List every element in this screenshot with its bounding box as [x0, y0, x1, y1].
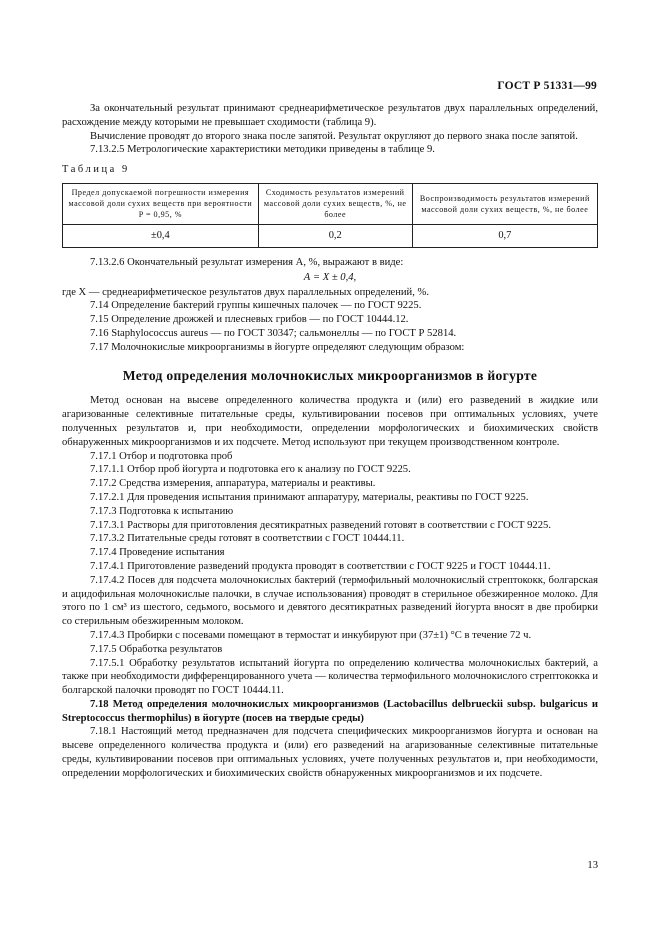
paragraph: 7.13.2.5 Метрологические характеристики методики приведены в таблице 9.: [90, 144, 435, 156]
table-header-cell: Воспроизводимость результатов измерений массовой доли сухих веществ, %, не более: [412, 183, 597, 224]
document-body: [62, 102, 598, 781]
paragraph: где X — среднеарифметическое результатов двух параллельных определений, %.: [62, 286, 429, 298]
list-item: 7.17.2.1 Для проведения испытания принимают аппаратуру, материалы, реактивы по ГОСТ 9225.: [90, 491, 529, 503]
table-header-cell: Сходимость результатов измерений массовой доли сухих веществ, %, не более: [258, 183, 412, 224]
list-item: 7.17.5 Обработка результатов: [90, 643, 223, 655]
list-item: 7.17.4.2 Посев для подсчета молочнокислых бактерий (термофильный молочнокислый стрептококк, болгарская и ацидофильная молочнокислые палочки, в случае использования) проводят в стерильное обезжиренное молоко. Для этого по 1 см³ из шестого, седьмого, восьмого и девятого десятикратных разведений йогурта вносят в две пробирки со стерильным обезжиренным молоком.: [62, 574, 598, 628]
list-item: 7.17.3.2 Питательные среды готовят в соответствии с ГОСТ 10444.11.: [90, 533, 405, 545]
list-item: 7.17.5.1 Обработку результатов испытаний йогурта по определению количества молочнокислых бактерий, а также при необходимости дифференцированного учета — количества термофильного молочнокислого стрептококка и болгарской палочки проводят по ГОСТ 10444.11.: [62, 657, 598, 697]
paragraph: За окончательный результат принимают среднеарифметическое результатов двух параллельных определений, расхождение между которыми не превышает сходимости (таблица 9).: [62, 103, 598, 128]
list-item: 7.17.4.3 Пробирки с посевами помещают в термостат и инкубируют при (37±1) °С в течение 72 ч.: [90, 629, 532, 641]
list-item: 7.17.3 Подготовка к испытанию: [90, 505, 234, 517]
table-cell: 0,7: [412, 224, 597, 247]
table-caption: Таблица 9: [62, 164, 130, 176]
formula: А = X ± 0,4,: [303, 271, 357, 283]
list-item: 7.16 Staphylococcus aureus — по ГОСТ 30347; сальмонеллы — по ГОСТ Р 52814.: [90, 327, 457, 339]
paragraph: Вычисление проводят до второго знака после запятой. Результат округляют до первого знака после запятой.: [90, 130, 578, 142]
list-item: 7.14 Определение бактерий группы кишечных палочек — по ГОСТ 9225.: [90, 300, 422, 312]
list-item: 7.17.4 Проведение испытания: [90, 547, 225, 559]
paragraph: 7.18.1 Настоящий метод предназначен для подсчета специфических микроорганизмов йогурта и основан на высеве определенного количества продукта и (или) его разведений на агаризованные селективные питательные среды, культивировании посевов при оптимальных условиях, учете полученных результатов и, при необходимости, определении морфологических и биохимических свойств обнаруженных микроорганизмов и их подсчете.: [62, 726, 598, 779]
list-item: 7.17.4.1 Приготовление разведений продукта проводят в соответствии с ГОСТ 9225 и ГОСТ 10444.11.: [90, 560, 551, 572]
table-header-row: [63, 183, 598, 224]
subsection-title: 7.18 Метод определения молочнокислых микроорганизмов (Lactobacillus delbrueckii subsp. bulgaricus и Streptococcus thermophilus) в йогурте (посев на твердые среды): [62, 698, 598, 724]
section-title: Метод определения молочнокислых микроорганизмов в йогурте: [122, 367, 538, 383]
list-item: 7.17.1 Отбор и подготовка проб: [90, 450, 233, 462]
page-number: 13: [587, 860, 598, 871]
list-item: 7.17.1.1 Отбор проб йогурта и подготовка его к анализу по ГОСТ 9225.: [90, 464, 411, 476]
table-9: [62, 183, 598, 248]
table-header-cell: Предел допускаемой погрешности измерения массовой доли сухих веществ при вероятности P = 0,95, %: [63, 183, 259, 224]
document-header: ГОСТ Р 51331—99: [497, 80, 597, 92]
list-item: 7.17 Молочнокислые микроорганизмы в йогурте определяют следующим образом:: [90, 341, 465, 353]
table-cell: 0,2: [258, 224, 412, 247]
table-row: [63, 224, 598, 247]
list-item: 7.17.3.1 Растворы для приготовления десятикратных разведений готовят в соответствии с ГОСТ 9225.: [90, 519, 551, 531]
paragraph: 7.13.2.6 Окончательный результат измерения А, %, выражают в виде:: [90, 256, 404, 268]
table-cell: ±0,4: [63, 224, 259, 247]
list-item: 7.15 Определение дрожжей и плесневых грибов — по ГОСТ 10444.12.: [90, 314, 409, 326]
paragraph: Метод основан на высеве определенного количества продукта и (или) его разведений в жидкие или агаризованные селективные питательные среды, культивировании посевов при оптимальных условиях, учете полученных результатов и, при необходимости, определении морфологических и биохимических свойств обнаруженных микроорганизмов и их подсчете. Метод используют при текущем производственном контроле.: [62, 395, 598, 448]
list-item: 7.17.2 Средства измерения, аппаратура, материалы и реактивы.: [90, 478, 376, 490]
